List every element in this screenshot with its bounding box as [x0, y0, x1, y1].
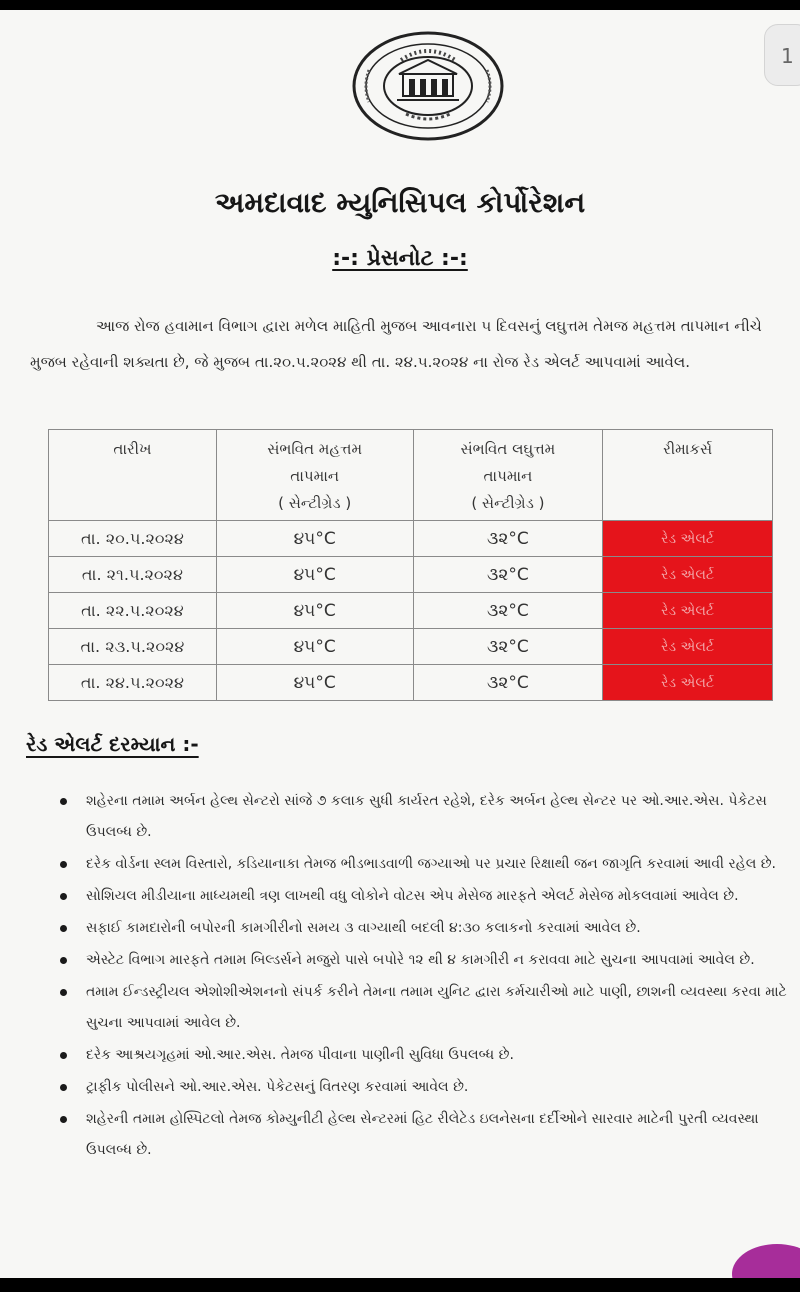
list-item: શહેરના તમામ અર્બન હેલ્થ સેન્ટરો સાંજે ૭ કલાક સુધી કાર્યરત રહેશે, દરેક અર્બન હેલ્થ સેન્ટર પર ઓ.આર.એસ. પેકેટસ ઉપલબ્ધ છે.: [60, 786, 794, 848]
cell-date: તા. ૨૨.૫.૨૦૨૪: [49, 593, 217, 629]
header-remarks: [603, 430, 773, 521]
table-row: [49, 557, 773, 593]
header-line: રીમાકર્સ: [663, 440, 713, 458]
cell-max-temp: ૪૫°C: [216, 629, 413, 665]
table-row: [49, 629, 773, 665]
header-line: તાપમાન: [290, 467, 340, 485]
header-line: તાપમાન: [483, 467, 533, 485]
list-item: દરેક આશ્રયગૃહમાં ઓ.આર.એસ. તેમજ પીવાના પાણીની સુવિધા ઉપલબ્ધ છે.: [60, 1040, 794, 1071]
cell-red-alert: રેડ એલર્ટ: [603, 629, 773, 665]
intro-paragraph: આજ રોજ હવામાન વિભાગ દ્વારા મળેલ માહિતી મુજબ આવનારા ૫ દિવસનું લઘુત્તમ તેમજ મહત્તમ તાપમાન નીચે મુજબ રહેવાની શક્યતા છે, જે મુજબ તા.૨૦.૫.૨૦૨૪ થી તા. ૨૪.૫.૨૦૨૪ ના રોજ રેડ એલર્ટ આપવામાં આવેલ.: [30, 317, 762, 371]
cell-min-temp: ૩૨°C: [413, 593, 603, 629]
header-min-temp: [413, 430, 603, 521]
floating-bubble[interactable]: [732, 1244, 800, 1278]
header-line: ( સેન્ટીગ્રેડ ): [278, 494, 352, 512]
table-header-row: [49, 430, 773, 521]
cell-max-temp: ૪૫°C: [216, 521, 413, 557]
cell-min-temp: ૩૨°C: [413, 557, 603, 593]
header-line: સંભવિત લઘુત્તમ: [460, 440, 556, 458]
press-note-heading: [0, 246, 800, 271]
press-note-page: [0, 10, 800, 1278]
header-line: તારીખ: [113, 440, 152, 458]
list-item: એસ્ટેટ વિભાગ મારફતે તમામ બિલ્ડર્સને મજુરો પાસે બપોરે ૧૨ થી ૪ કામગીરી ન કરાવવા માટે સુચના આપવામાં આવેલ છે.: [60, 945, 794, 976]
page-title: અમદાવાદ મ્યુનિસિપલ કોર્પોરેશન: [214, 186, 586, 219]
temperature-table: [48, 429, 773, 701]
header-max-temp: [216, 430, 413, 521]
cell-red-alert: રેડ એલર્ટ: [603, 557, 773, 593]
cell-date: તા. ૨૧.૫.૨૦૨૪: [49, 557, 217, 593]
cell-min-temp: ૩૨°C: [413, 521, 603, 557]
table-row: [49, 593, 773, 629]
list-item: શહેરની તમામ હોસ્પિટલો તેમજ કોમ્યુનીટી હેલ્થ સેન્ટરમાં હિટ રીલેટેડ ઇલનેસના દર્દીઓને સારવાર માટેની પુરતી વ્યવસ્થા ઉપલબ્ધ છે.: [60, 1104, 794, 1166]
header-date: [49, 430, 217, 521]
cell-date: તા. ૨૩.૫.૨૦૨૪: [49, 629, 217, 665]
cell-red-alert: રેડ એલર્ટ: [603, 665, 773, 701]
corporation-seal-icon: [351, 30, 505, 142]
cell-max-temp: ૪૫°C: [216, 593, 413, 629]
list-item: સફાઈ કામદારોની બપોરની કામગીરીનો સમય ૩ વાગ્યાથી બદલી ૪:૩૦ કલાકનો કરવામાં આવેલ છે.: [60, 913, 794, 944]
side-tab-edge: 1: [764, 24, 800, 86]
cell-min-temp: ૩૨°C: [413, 629, 603, 665]
cell-date: તા. ૨૪.૫.૨૦૨૪: [49, 665, 217, 701]
list-item: દરેક વોર્ડના સ્લમ વિસ્તારો, કડિયાનાકા તેમજ ભીડભાડવાળી જગ્યાઓ પર પ્રચાર રિક્ષાથી જન જાગૃતિ કરવામાં આવી રહેલ છે.: [60, 849, 794, 880]
header-line: સંભવિત મહત્તમ: [267, 440, 363, 458]
cell-red-alert: રેડ એલર્ટ: [603, 521, 773, 557]
header-line: ( સેન્ટીગ્રેડ ): [471, 494, 545, 512]
list-item: ટ્રાફીક પોલીસને ઓ.આર.એસ. પેકેટસનું વિતરણ કરવામાં આવેલ છે.: [60, 1072, 794, 1103]
cell-max-temp: ૪૫°C: [216, 557, 413, 593]
list-item: તમામ ઈન્ડસ્ટ્રીયલ એશોશીએશનનો સંપર્ક કરીને તેમના તમામ યુનિટ દ્વારા કર્મચારીઓ માટે પાણી, છાશની વ્યવસ્થા કરવા માટે સુચના આપવામાં આવેલ છે.: [60, 977, 794, 1039]
cell-date: તા. ૨૦.૫.૨૦૨૪: [49, 521, 217, 557]
cell-max-temp: ૪૫°C: [216, 665, 413, 701]
measures-list: [60, 786, 794, 1167]
cell-red-alert: રેડ એલર્ટ: [603, 593, 773, 629]
table-row: [49, 665, 773, 701]
table-row: [49, 521, 773, 557]
red-alert-section-heading: રેડ એલર્ટ દરમ્યાન :-: [26, 732, 199, 756]
press-note-heading-text: :-: પ્રેસનોટ :-:: [332, 246, 468, 271]
list-item: સોશિયલ મીડીયાના માધ્યમથી ત્રણ લાખથી વધુ લોકોને વોટસ એપ મેસેજ મારફતે એલર્ટ મેસેજ મોકલવામાં આવેલ છે.: [60, 881, 794, 912]
cell-min-temp: ૩૨°C: [413, 665, 603, 701]
